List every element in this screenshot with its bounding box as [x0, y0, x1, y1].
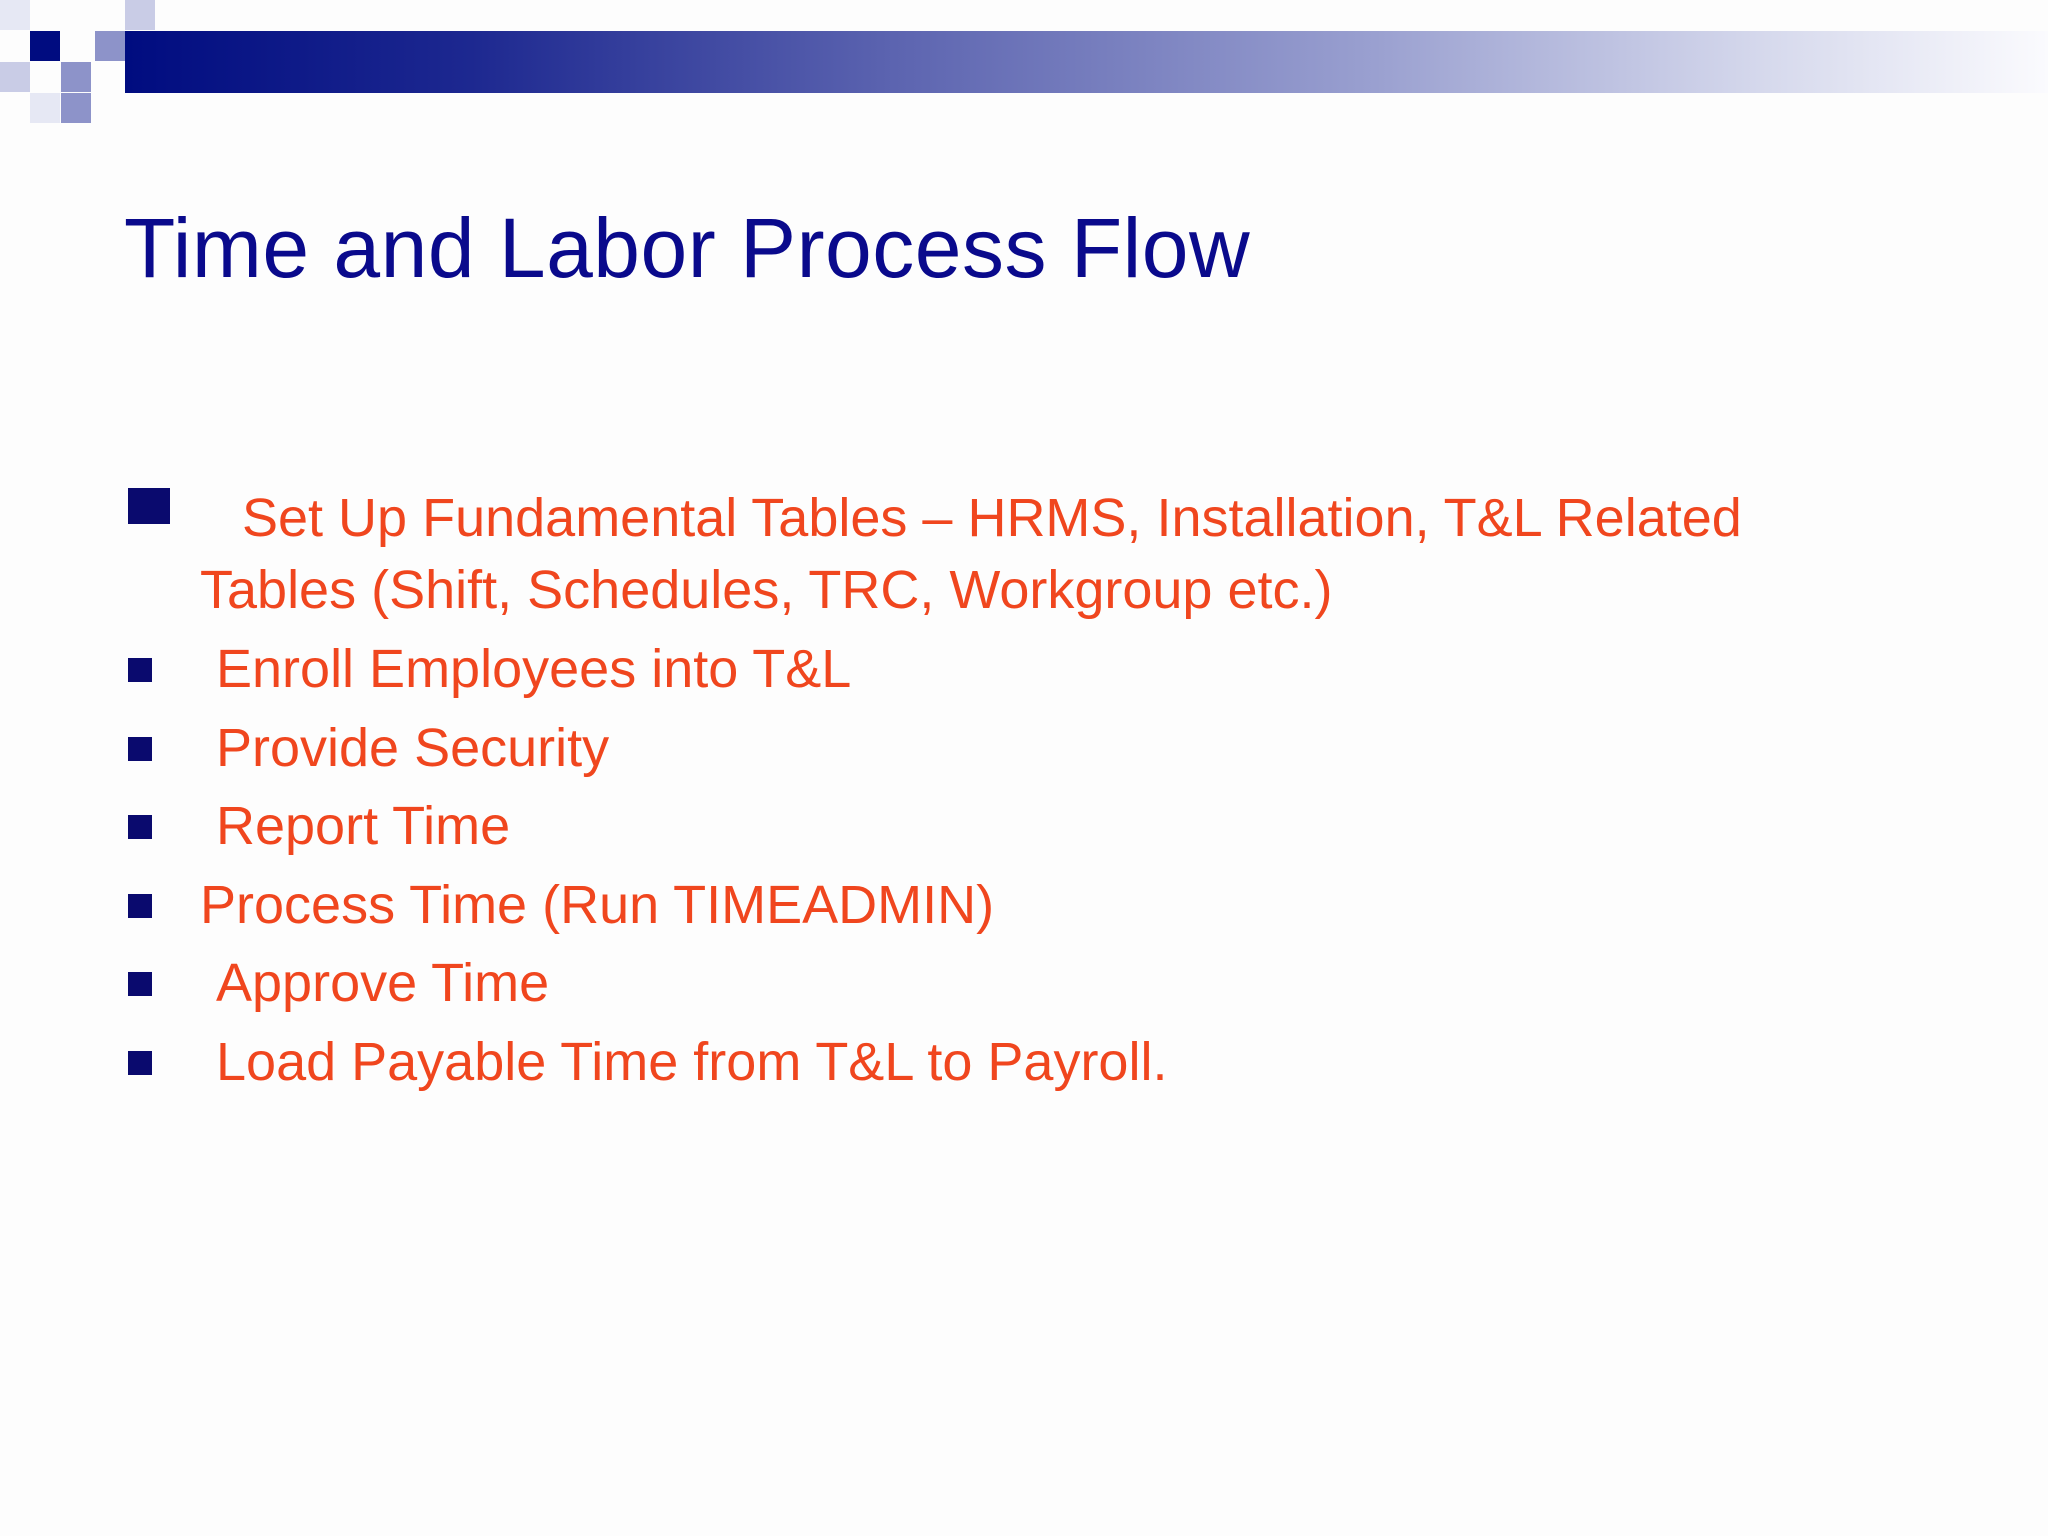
- square-bullet-icon: [128, 658, 152, 682]
- slide-title: Time and Labor Process Flow: [124, 201, 1251, 295]
- header-square-decoration: [61, 62, 91, 92]
- header-square-decoration: [95, 31, 125, 61]
- bullet-text: Approve Time: [216, 953, 550, 1013]
- header-square-decoration: [30, 93, 60, 123]
- header-square-decoration: [0, 62, 30, 92]
- header-square-decoration: [0, 0, 30, 30]
- header-square-decoration: [61, 93, 91, 123]
- header-gradient-bar: [125, 31, 2048, 93]
- square-bullet-icon: [128, 972, 152, 996]
- square-bullet-icon: [128, 1051, 152, 1075]
- bullet-text: Report Time: [216, 796, 511, 856]
- header-square-decoration: [30, 31, 60, 61]
- square-bullet-icon: [128, 737, 152, 761]
- bullet-text: Provide Security: [216, 718, 610, 778]
- square-bullet-icon: [128, 894, 152, 918]
- bullet-text: Set Up Fundamental Tables – HRMS, Installation, T&L Related: [242, 488, 1742, 548]
- bullet-text-continued: Tables (Shift, Schedules, TRC, Workgroup etc.): [200, 560, 1333, 620]
- square-bullet-icon: [128, 488, 170, 524]
- bullet-text: Load Payable Time from T&L to Payroll.: [216, 1032, 1168, 1092]
- header-square-decoration: [125, 0, 155, 30]
- bullet-text: Process Time (Run TIMEADMIN): [200, 875, 995, 935]
- square-bullet-icon: [128, 815, 152, 839]
- bullet-text: Enroll Employees into T&L: [216, 639, 852, 699]
